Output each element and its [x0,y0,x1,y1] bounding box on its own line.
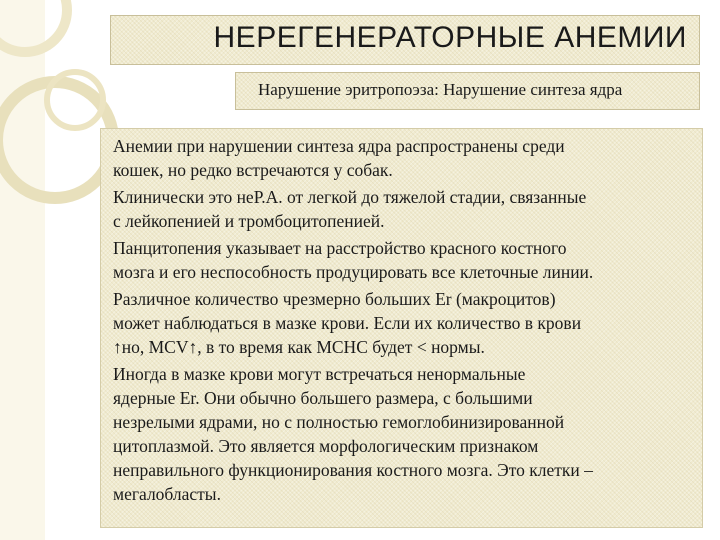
paragraph: Иногда в мазке крови могут встречаться ненормальные ядерные Er. Они обычно большего размера, с большими незрелыми ядрами, но с полностью гемоглобинизированной цитоплазмой. Это является морфологическим признаком неправильного функционирования костного мозга. Это клетки – мегалобласты. [113,364,593,504]
paragraph: Панцитопения указывает на расстройство красного костного мозга и его неспособность продуцировать все клеточные линии. [113,238,594,282]
decorative-circle-top [0,0,67,52]
subtitle-bar [235,72,700,110]
paragraph: Клинически это неР.А. от легкой до тяжелой стадии, связанные с лейкопенией и тромбоцитопенией. [113,187,587,231]
paragraph: Анемии при нарушении синтеза ядра распространены среди кошек, но редко встречаются у собак. [113,136,565,180]
slide-title: НЕРЕГЕНЕРАТОРНЫЕ АНЕМИИ [213,21,687,54]
left-side-band [0,0,45,540]
content-panel [100,128,703,528]
title-bar [110,15,700,65]
decorative-circle-small [47,72,103,128]
paragraph: Различное количество чрезмерно больших Er (макроцитов) может наблюдаться в мазке крови. Если их количество в крови ↑но, MCV↑, в то время как MCHC будет < нормы. [113,289,582,357]
paragraph-list [113,134,701,509]
slide-subtitle: Нарушение эритропоэза: Нарушение синтеза ядра [258,80,623,99]
decorative-circle-large [0,82,113,198]
